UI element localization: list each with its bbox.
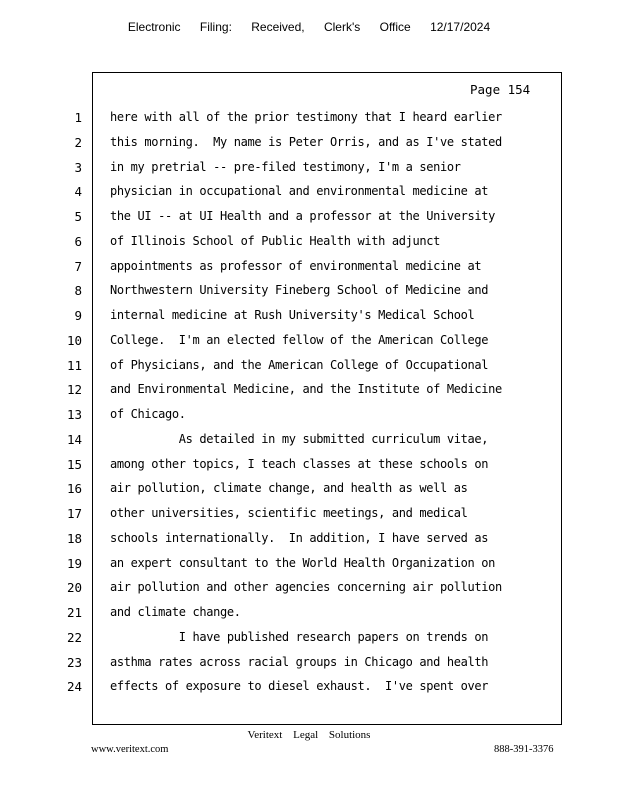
transcript-line	[0, 457, 618, 482]
line-text: an expert consultant to the World Health Organization on	[110, 555, 495, 570]
line-text: of Chicago.	[110, 407, 186, 421]
header-word: Electronic	[127, 20, 181, 34]
line-text: appointments as professor of environmental medicine at	[110, 258, 482, 273]
footer-word: Solutions	[328, 729, 371, 741]
line-text: and Environmental Medicine, and the Institute of Medicine	[110, 382, 502, 397]
line-number: 4	[74, 184, 82, 200]
transcript-line	[0, 432, 618, 457]
transcript-line	[0, 209, 618, 234]
line-number: 13	[66, 407, 82, 422]
line-number: 2	[74, 134, 82, 150]
line-text: effects of exposure to diesel exhaust. I've spent over	[110, 679, 489, 694]
transcript-line	[0, 110, 618, 135]
transcript-line	[0, 358, 618, 383]
line-number: 15	[66, 456, 82, 472]
line-text: physician in occupational and environmental medicine at	[110, 184, 489, 199]
line-text: schools internationally. In addition, I have served as	[110, 530, 489, 545]
filing-stamp-header	[0, 20, 618, 34]
header-word: Received,	[251, 20, 305, 34]
line-number: 20	[66, 580, 82, 596]
page-number: Page 154	[470, 82, 531, 97]
line-number: 7	[74, 258, 82, 274]
header-word: Filing:	[199, 20, 232, 34]
line-text: other universities, scientific meetings, and medical	[110, 506, 468, 520]
line-text: College. I'm an elected fellow of the American College	[110, 332, 489, 347]
line-number: 23	[66, 654, 82, 670]
footer-word: Veritext	[247, 729, 283, 741]
transcript-line	[0, 135, 618, 160]
transcript-line	[0, 481, 618, 506]
line-number: 14	[66, 431, 82, 447]
transcript-line	[0, 184, 618, 209]
transcript-line	[0, 283, 618, 308]
line-number: 17	[66, 506, 82, 521]
transcript-line	[0, 655, 618, 680]
line-text: the UI -- at UI Health and a professor at the University	[110, 209, 495, 223]
transcript-line	[0, 382, 618, 407]
line-text: Northwestern University Fineberg School of Medicine and	[110, 283, 489, 298]
transcript-line	[0, 160, 618, 185]
line-number: 10	[66, 332, 82, 348]
transcript-line	[0, 333, 618, 358]
line-number: 6	[74, 233, 82, 249]
header-word: Clerk's	[323, 20, 361, 34]
line-number: 21	[66, 605, 82, 620]
line-text: among other topics, I teach classes at these schools on	[110, 456, 489, 471]
line-text: of Physicians, and the American College of Occupational	[110, 357, 489, 372]
line-text: of Illinois School of Public Health with adjunct	[110, 233, 440, 248]
header-word: Office	[379, 20, 411, 34]
transcript-line	[0, 234, 618, 259]
footer-website: www.veritext.com	[91, 744, 169, 755]
line-text: this morning. My name is Peter Orris, and as I've stated	[110, 134, 502, 149]
line-text: asthma rates across racial groups in Chicago and health	[110, 654, 489, 669]
line-number: 1	[74, 110, 82, 125]
line-number: 18	[66, 530, 82, 546]
line-text: I have published research papers on trends on	[110, 629, 489, 644]
line-text: internal medicine at Rush University's Medical School	[110, 308, 475, 322]
line-text: in my pretrial -- pre-filed testimony, I'm a senior	[110, 159, 461, 174]
line-number: 8	[74, 283, 82, 299]
transcript-line	[0, 407, 618, 432]
line-number: 22	[66, 629, 82, 645]
line-text: air pollution and other agencies concerning air pollution	[110, 580, 502, 595]
line-number: 5	[74, 209, 82, 224]
line-text: and climate change.	[110, 605, 241, 619]
transcript-line	[0, 556, 618, 581]
line-number: 3	[74, 159, 82, 175]
line-number: 12	[66, 382, 82, 398]
footer-word: Legal	[293, 729, 319, 741]
line-number: 19	[66, 555, 82, 571]
transcript-line	[0, 679, 618, 704]
header-date: 12/17/2024	[430, 20, 491, 34]
line-number: 24	[66, 679, 82, 695]
transcript-line	[0, 506, 618, 531]
footer-phone: 888-391-3376	[494, 744, 554, 755]
line-text: As detailed in my submitted curriculum vitae,	[110, 431, 489, 446]
transcript-line	[0, 630, 618, 655]
line-text: air pollution, climate change, and health as well as	[110, 481, 468, 496]
transcript-line	[0, 531, 618, 556]
line-number: 11	[66, 357, 82, 373]
line-number: 16	[66, 481, 82, 497]
transcript-line	[0, 580, 618, 605]
transcript-line	[0, 308, 618, 333]
transcript-line	[0, 259, 618, 284]
footer-company	[0, 729, 618, 741]
transcript-line	[0, 605, 618, 630]
line-number: 9	[74, 308, 82, 323]
line-text: here with all of the prior testimony that I heard earlier	[110, 110, 502, 124]
